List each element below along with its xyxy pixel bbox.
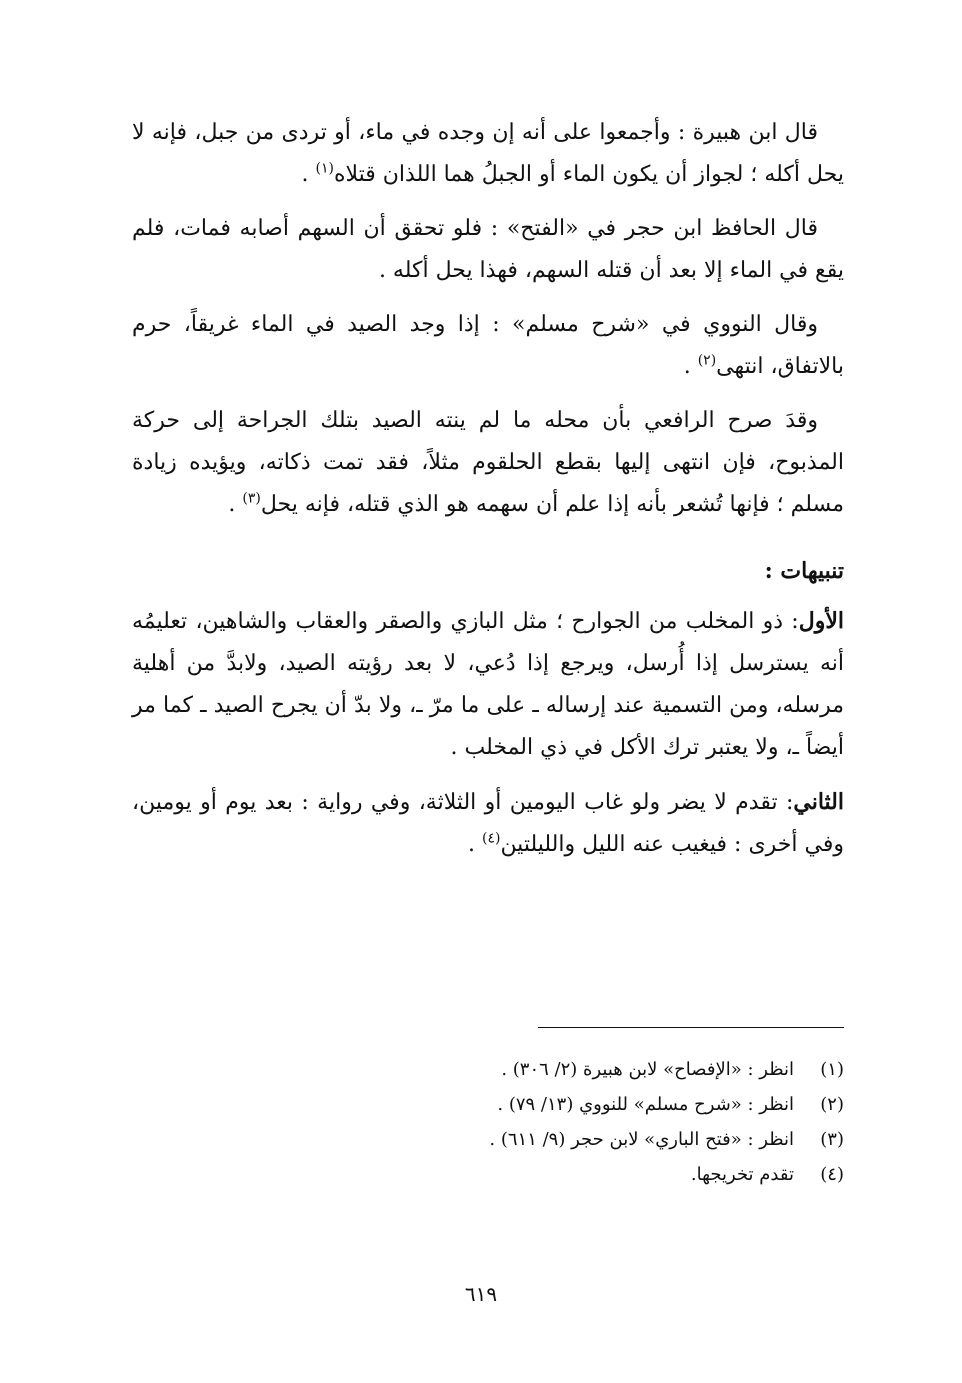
page-number: ٦١٩ bbox=[464, 1282, 498, 1306]
footnote-item bbox=[132, 1122, 844, 1157]
notice-first bbox=[132, 600, 844, 769]
paragraph-nawawi: وقال النووي في «شرح مسلم» : إذا وجد الصيد في الماء غريقاً، حرم بالاتفاق، انتهى$^{(٢)}$ . bbox=[132, 312, 844, 379]
footnote-number: (١) bbox=[820, 1059, 844, 1080]
footnote-divider bbox=[538, 1027, 844, 1028]
section-heading: تنبيهات : bbox=[764, 558, 844, 584]
paragraph-ibn-hajar bbox=[132, 208, 844, 292]
footnote-ref[interactable]: (٢) bbox=[697, 352, 717, 369]
footnote-text: انظر : «فتح الباري» لابن حجر (٩/ ٦١١) . bbox=[489, 1129, 794, 1150]
footnote-text: انظر : «شرح مسلم» للنووي (١٣/ ٧٩) . bbox=[497, 1094, 794, 1115]
notice-lead: الثاني bbox=[793, 789, 844, 815]
footnote-item bbox=[132, 1052, 844, 1087]
footnote-ref[interactable]: (١) bbox=[315, 160, 334, 177]
footnote-item bbox=[132, 1087, 844, 1122]
footnotes bbox=[132, 1052, 844, 1192]
notice-second: الثاني: تقدم لا يضر ولو غاب اليومين أو الثلاثة، وفي رواية : بعد يوم أو يومين، وفي أخرى : فيغيب عنه الليل والليلتين$^{(٤)}$ . bbox=[132, 789, 844, 857]
footnote-text: انظر : «الإفصاح» لابن هبيرة (٢/ ٣٠٦) . bbox=[501, 1059, 794, 1080]
paragraph-text: وقدَ صرح الرافعي بأن محله ما لم ينته الصيد بتلك الجراحة إلى حركة المذبوح، فإن انتهى إليها بقطع الحلقوم مثلاً، فقد تمت ذكاته، ويؤيده زيادة مسلم ؛ فإنها تُشعر بأنه إذا علم أن سهمه هو الذي قتله، فإنه يحل bbox=[132, 408, 844, 517]
footnote-ref[interactable]: (٣) bbox=[242, 490, 261, 507]
footnote-item bbox=[132, 1157, 844, 1192]
footnote-text: تقدم تخريجها. bbox=[690, 1164, 794, 1185]
paragraph-ibn-hubayra: قال ابن هبيرة : وأجمعوا على أنه إن وجده في ماء، أو تردى من جبل، فإنه لا يحل أكله ؛ لجواز أن يكون الماء أو الجبلُ هما اللذان قتلاه$^{(١)}$ . bbox=[132, 120, 844, 187]
footnote-number: (٢) bbox=[820, 1094, 844, 1115]
paragraph-text: قال ابن هبيرة : وأجمعوا على أنه إن وجده في ماء، أو تردى من جبل، فإنه لا يحل أكله ؛ لجواز أن يكون الماء أو الجبلُ هما اللذان قتلاه bbox=[132, 120, 844, 187]
paragraph-text: وقال النووي في «شرح مسلم» : إذا وجد الصيد في الماء غريقاً، حرم بالاتفاق، انتهى bbox=[132, 312, 844, 379]
paragraph-rafii: وقدَ صرح الرافعي بأن محله ما لم ينته الصيد بتلك الجراحة إلى حركة المذبوح، فإن انتهى إليها بقطع الحلقوم مثلاً، فقد تمت ذكاته، ويؤيده زيادة مسلم ؛ فإنها تُشعر بأنه إذا علم أن سهمه هو الذي قتله، فإنه يحل$^{(٣)}$ . bbox=[132, 408, 844, 517]
footnote-number: (٣) bbox=[820, 1129, 844, 1150]
notice-lead: الأول bbox=[798, 608, 844, 634]
main-text-body bbox=[132, 112, 844, 878]
footnote-ref[interactable]: (٤) bbox=[481, 830, 501, 847]
paragraph-text: قال الحافظ ابن حجر في «الفتح» : فلو تحقق أن السهم أصابه فمات، فلم يقع في الماء إلا بعد أن قتله السهم، فهذا يحل أكله . bbox=[132, 216, 844, 283]
notice-text: : ذو المخلب من الجوارح ؛ مثل البازي والصقر والعقاب والشاهين، تعليمُه أنه يسترسل إذا أُرسل، ويرجع إذا دُعي، لا بعد رؤيته الصيد، ولابدَّ من أهلية مرسله، ومن التسمية عند إرساله ـ على ما مرّ ـ، ولا بدّ أن يجرح الصيد ـ كما مر أيضاً ـ، ولا يعتبر ترك الأكل في ذي المخلب . bbox=[132, 609, 844, 760]
notice-text: : تقدم لا يضر ولو غاب اليومين أو الثلاثة، وفي رواية : بعد يوم أو يومين، وفي أخرى : فيغيب عنه الليل والليلتين bbox=[132, 790, 844, 857]
footnote-number: (٤) bbox=[820, 1164, 844, 1185]
